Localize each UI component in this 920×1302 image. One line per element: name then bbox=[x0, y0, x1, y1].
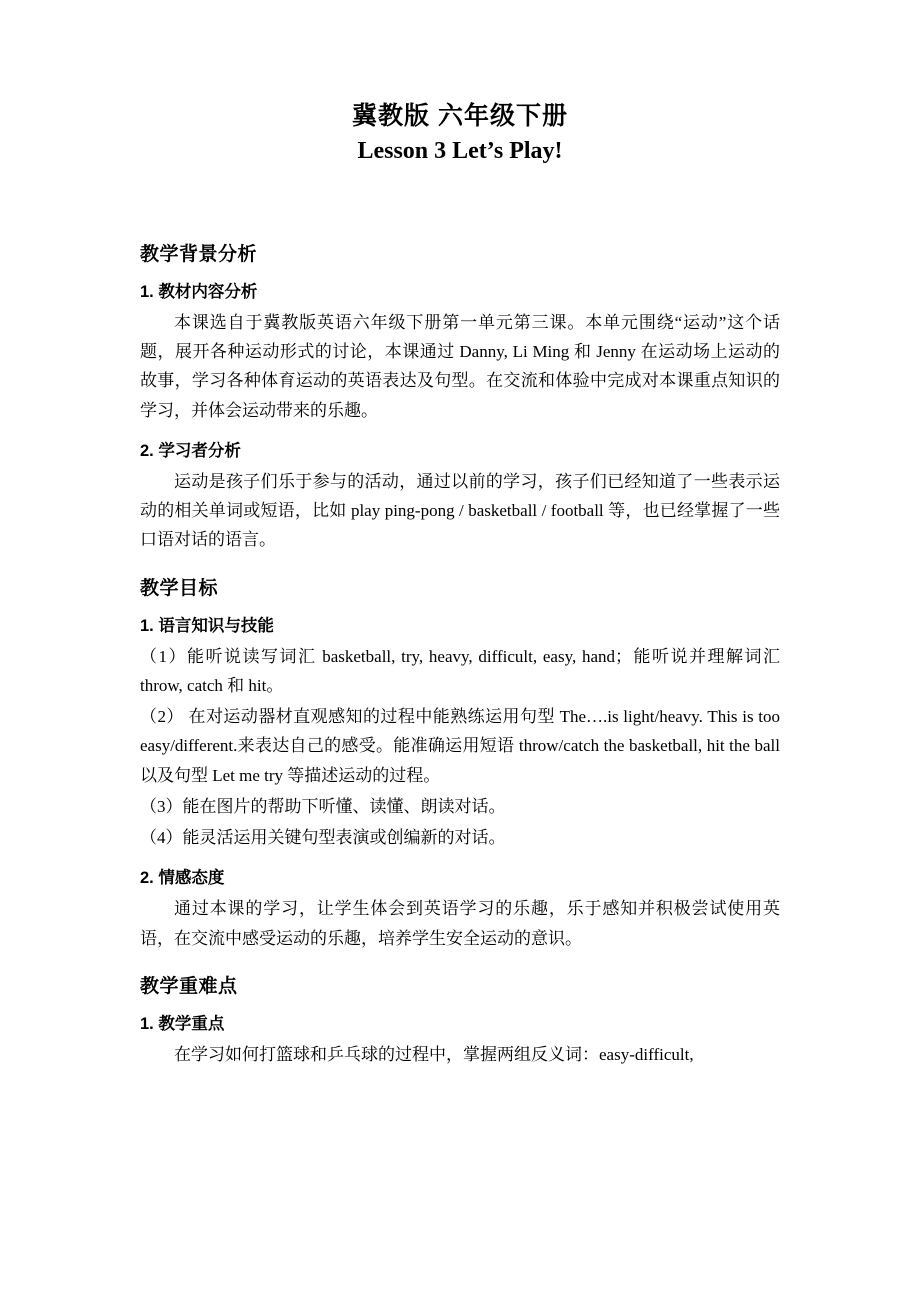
paragraph-material-analysis: 本课选自于冀教版英语六年级下册第一单元第三课。本单元围绕“运动”这个话题，展开各种运动形式的讨论，本课通过 Danny, Li Ming 和 Jenny 在运动场上运动的故事，学习各种体育运动的英语表达及句型。在交流和体验中完成对本课重点知识的学习，并体会运动带来的乐趣。 bbox=[140, 313, 780, 420]
section-heading-key-points: 教学重难点 bbox=[140, 975, 238, 997]
paragraph-objective-4: （4）能灵活运用关键句型表演或创编新的对话。 bbox=[140, 828, 506, 848]
paragraph-objective-1: （1）能听说读写词汇 basketball, try, heavy, difficult, easy, hand；能听说并理解词汇 throw, catch 和 hit。 bbox=[140, 646, 780, 695]
subsection-heading-learner-analysis: 2. 学习者分析 bbox=[140, 441, 241, 460]
page-title-line2: Lesson 3 Let’s Play! bbox=[357, 138, 563, 164]
subsection-heading-language-skills: 1. 语言知识与技能 bbox=[140, 616, 274, 635]
title-spacer bbox=[140, 165, 780, 221]
paragraph-attitude: 通过本课的学习，让学生体会到英语学习的乐趣，乐于感知并积极尝试使用英语，在交流中感受运动的乐趣，培养学生安全运动的意识。 bbox=[140, 899, 780, 948]
section-heading-background: 教学背景分析 bbox=[140, 244, 258, 265]
paragraph-learner-analysis: 运动是孩子们乐于参与的活动，通过以前的学习，孩子们已经知道了一些表示运动的相关单词或短语，比如 play ping-pong / basketball / football 等，也已经掌握了一些口语对话的语言。 bbox=[140, 471, 780, 550]
subsection-heading-attitude: 2. 情感态度 bbox=[140, 869, 225, 888]
subsection-heading-material-analysis: 1. 教材内容分析 bbox=[140, 283, 258, 301]
page-title-line1: 冀教版 六年级下册 bbox=[352, 102, 568, 130]
section-heading-objectives: 教学目标 bbox=[140, 577, 219, 599]
subsection-heading-key-point: 1. 教学重点 bbox=[140, 1014, 225, 1033]
paragraph-objective-3: （3）能在图片的帮助下听懂、读懂、朗读对话。 bbox=[140, 796, 506, 816]
paragraph-key-point: 在学习如何打篮球和乒乓球的过程中，掌握两组反义词：easy-difficult, bbox=[174, 1044, 694, 1064]
paragraph-objective-2: （2） 在对运动器材直观感知的过程中能熟练运用句型 The….is light/heavy. This is too easy/different.来表达自己的感受。能准确运用短语 throw/catch the basketball, hit the ball 以及句型 Let me try 等描述运动的过程。 bbox=[140, 707, 780, 785]
